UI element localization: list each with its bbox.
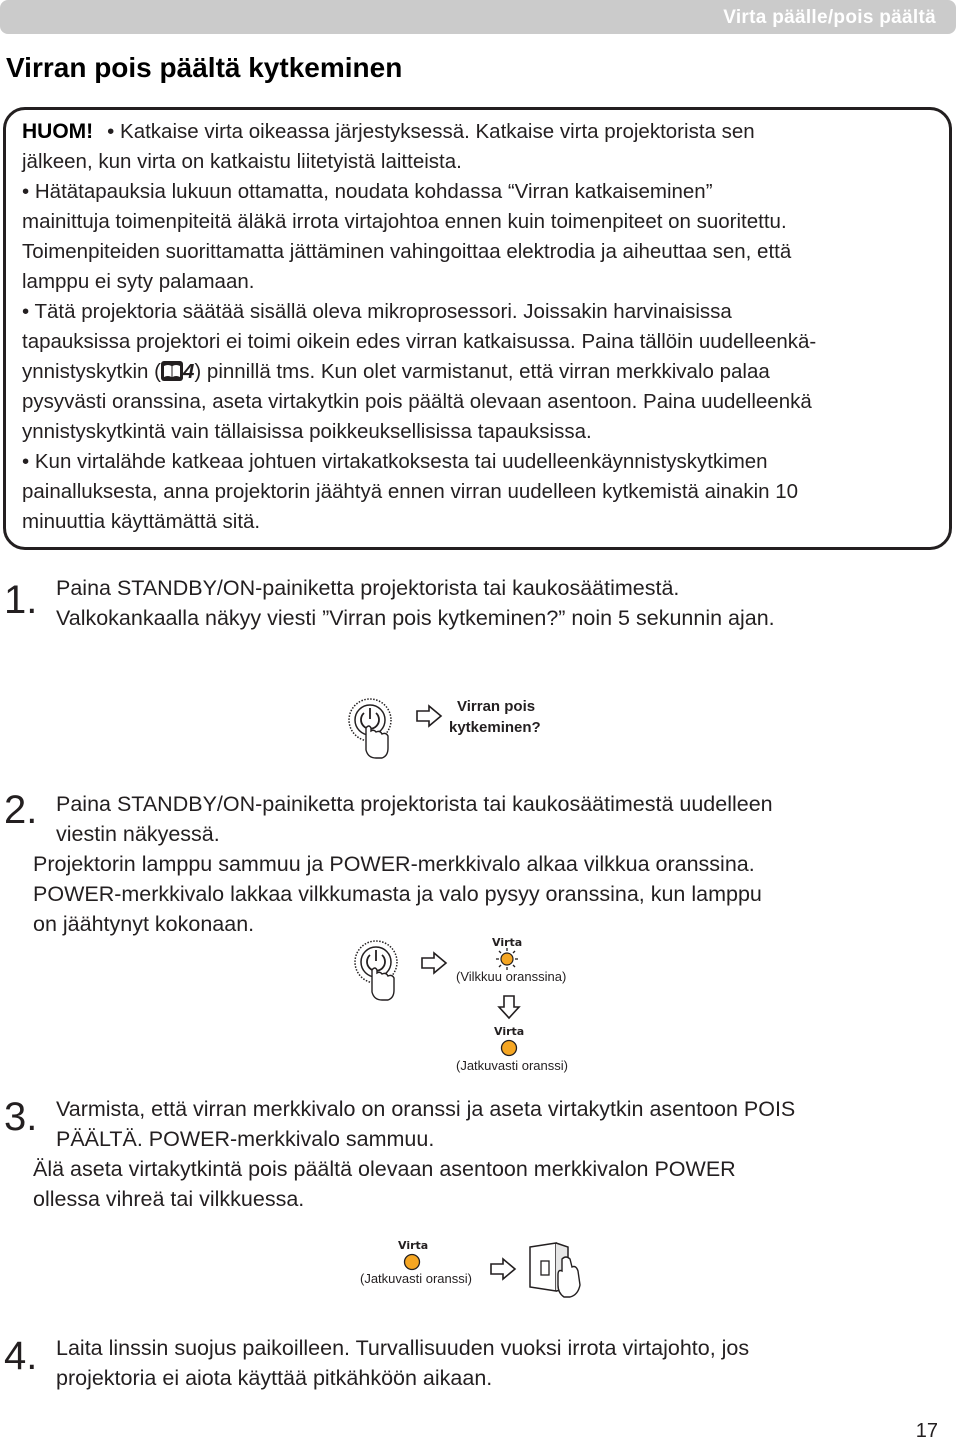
step-number: 4. (4, 1334, 38, 1378)
page-title: Virran pois päältä kytkeminen (6, 52, 403, 83)
book-icon (161, 360, 183, 390)
indicator-label: Virta (492, 936, 523, 949)
indicator-label: Virta (494, 1025, 525, 1038)
step-number: 1. (4, 578, 38, 622)
note-line: jälkeen, kun virta on katkaistu liitetyistä laitteista. (22, 150, 462, 173)
note-box (3, 107, 952, 550)
note-line: minuuttia käyttämättä sitä. (22, 510, 261, 533)
screen-message: kytkeminen? (449, 719, 541, 736)
indicator-state: (Vilkkuu oranssina) (456, 969, 567, 984)
arrow-right-icon (416, 705, 442, 727)
note-line: lamppu ei syty palamaan. (22, 270, 255, 293)
step-number: 2. (4, 788, 38, 832)
indicator-label: Virta (398, 1239, 429, 1252)
step-number: 3. (4, 1095, 38, 1139)
step-line: Älä aseta virtakytkintä pois päältä olevaan asentoon merkkivalon POWER (33, 1157, 736, 1181)
indicator-light-icon (500, 1039, 518, 1057)
step-line: Valkokankaalla näkyy viesti ”Virran pois kytkeminen?” noin 5 sekunnin ajan. (56, 606, 775, 630)
note-line: • Hätätapauksia lukuun ottamatta, noudata kohdassa “Virran katkaiseminen” (22, 180, 713, 203)
note-line: • Tätä projektoria säätää sisällä oleva mikroprosessori. Joissakin harvinaisissa (22, 300, 732, 323)
indicator-state: (Jatkuvasti oranssi) (360, 1271, 472, 1286)
note-line: ynnistyskytkin ( 4) pinnillä tms. Kun olet varmistanut, että virran merkkivalo palaa (22, 357, 770, 390)
page-number: 17 (915, 1420, 938, 1442)
indicator-light-icon (496, 948, 518, 970)
step-line: POWER-merkkivalo lakkaa vilkkumasta ja valo pysyy oranssina, kun lamppu (33, 882, 762, 906)
arrow-right-icon (421, 952, 447, 974)
step-line: Paina STANDBY/ON-painiketta projektorista tai kaukosäätimestä uudelleen (56, 792, 773, 816)
note-line: Toimenpiteiden suorittamatta jättäminen vahingoittaa elektrodia ja aiheuttaa sen, että (22, 240, 792, 263)
section-header-bar (0, 0, 956, 34)
section-header: Virta päälle/pois päältä (723, 7, 936, 28)
power-switch-icon (528, 1241, 584, 1299)
step-line: on jäähtynyt kokonaan. (33, 912, 255, 936)
note-line: ynnistyskytkintä vain tällaisissa poikkeuksellisissa tapauksissa. (22, 420, 592, 443)
step-line: Varmista, että virran merkkivalo on oranssi ja aseta virtakytkin asentoon POIS (56, 1097, 796, 1121)
arrow-right-icon (490, 1258, 516, 1280)
note-label: HUOM! (22, 120, 94, 143)
step-line: Paina STANDBY/ON-painiketta projektorista tai kaukosäätimestä. (56, 576, 680, 600)
indicator-state: (Jatkuvasti oranssi) (456, 1058, 568, 1073)
step-line: ollessa vihreä tai vilkkuessa. (33, 1187, 305, 1211)
step-line: projektoria ei aiota käyttää pitkähköön aikaan. (56, 1366, 493, 1390)
note-line: HUOM! • Katkaise virta oikeassa järjestyksessä. Katkaise virta projektorista sen (22, 120, 755, 143)
step-line: Projektorin lamppu sammuu ja POWER-merkkivalo alkaa vilkkua oranssina. (33, 852, 755, 876)
note-line: painalluksesta, anna projektorin jäähtyä ennen virran uudelleen kytkemistä ainakin 10 (22, 480, 799, 503)
arrow-down-icon (498, 995, 520, 1019)
note-line: mainittuja toimenpiteitä äläkä irrota virtajohtoa ennen kuin toimenpiteet on suoritettu. (22, 210, 787, 233)
indicator-light-icon (403, 1253, 421, 1271)
step-line: PÄÄLTÄ. POWER-merkkivalo sammuu. (56, 1127, 435, 1151)
power-button-press-icon (346, 698, 398, 760)
note-line: tapauksissa projektori ei toimi oikein edes virran katkaisussa. Paina tällöin uudelleenkä- (22, 330, 817, 353)
power-button-press-icon (352, 940, 404, 1002)
step-line: Laita linssin suojus paikoilleen. Turvallisuuden vuoksi irrota virtajohto, jos (56, 1336, 750, 1360)
screen-message: Virran pois (457, 698, 536, 715)
note-line: • Kun virtalähde katkeaa johtuen virtakatkoksesta tai uudelleenkäynnistyskytkimen (22, 450, 768, 473)
step-line: viestin näkyessä. (56, 822, 220, 846)
note-line: pysyvästi oranssina, aseta virtakytkin pois päältä olevaan asentoon. Paina uudelleenkä (22, 390, 812, 413)
